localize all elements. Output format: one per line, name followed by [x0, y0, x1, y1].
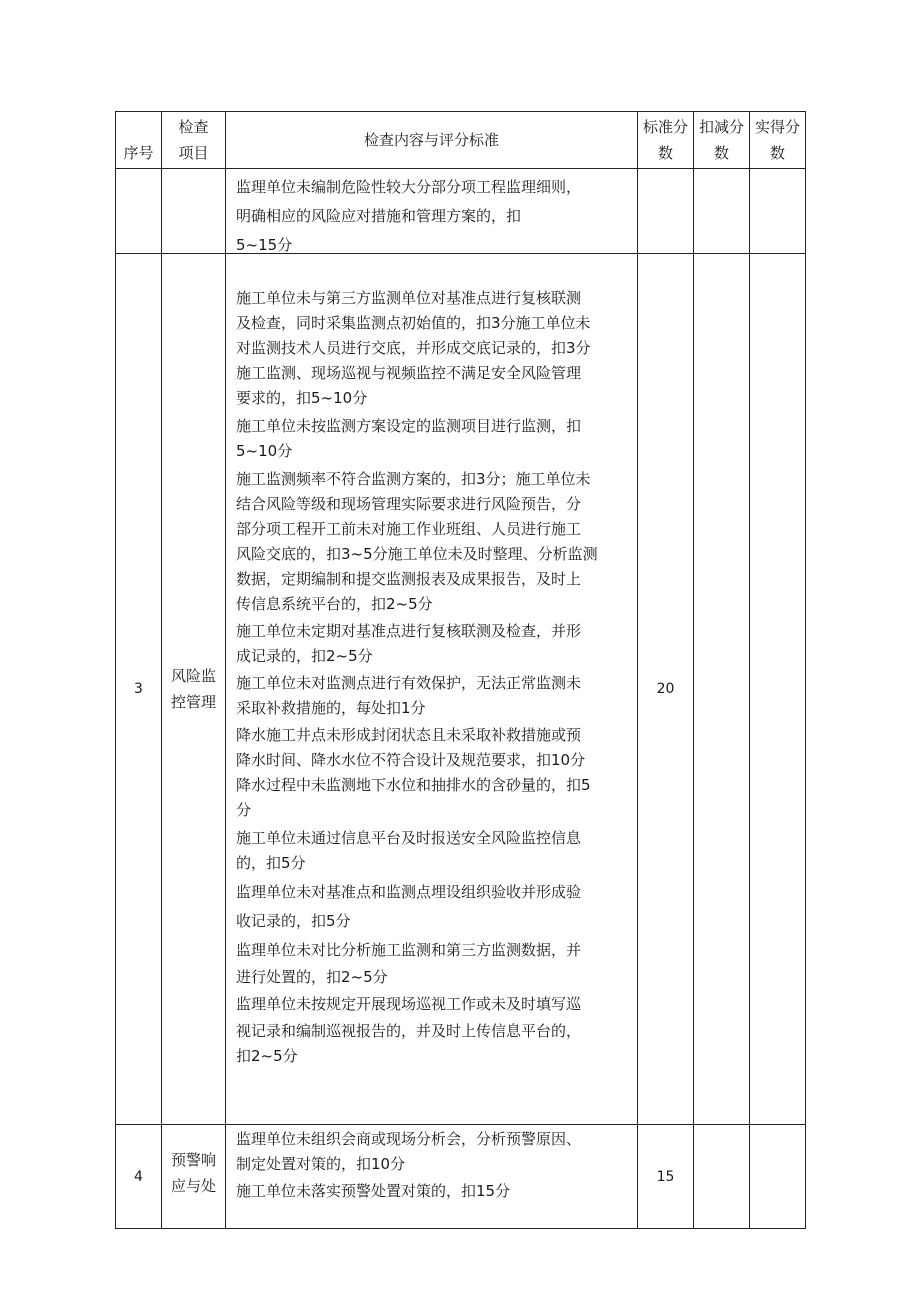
row-item	[162, 1125, 226, 1229]
content-line: 降水时间、降水水位不符合设计及规范要求，扣10分	[236, 751, 586, 769]
content-line: 5~15分	[236, 236, 293, 253]
content-line: 施工单位未落实预警处置对策的，扣15分	[236, 1182, 511, 1200]
content-line: 视记录和编制巡视报告的，并及时上传信息平台的，	[236, 1022, 582, 1040]
row-seq: 3	[116, 254, 162, 1125]
content-line: 及检查，同时采集监测点初始值的，扣3分施工单位未	[236, 314, 591, 332]
row-standard-score	[638, 169, 694, 254]
table-row	[116, 254, 806, 1125]
content-line: 监理单位未对基准点和监测点埋设组织验收并形成验	[236, 883, 582, 901]
content-line: 风险交底的，扣3~5分施工单位未及时整理、分析监测	[236, 545, 598, 563]
row-actual-score	[750, 169, 806, 254]
header-deduct-line1: 扣减分	[698, 118, 744, 136]
header-actual-score	[750, 112, 806, 169]
content-line: 降水过程中未监测地下水位和抽排水的含砂量的，扣5	[236, 776, 591, 794]
content-line: 扣2~5分	[236, 1047, 298, 1065]
header-seq: 序号	[116, 112, 162, 169]
content-line: 部分项工程开工前未对施工作业班组、人员进行施工	[236, 520, 582, 538]
header-actual-line2: 数	[769, 144, 785, 162]
content-line: 采取补救措施的，每处扣1分	[236, 699, 426, 717]
header-item-line1: 检查	[178, 118, 209, 136]
row-standard-score: 15	[638, 1125, 694, 1229]
row-item	[162, 169, 226, 254]
row-seq: 4	[116, 1125, 162, 1229]
row-deduct-score	[694, 1125, 750, 1229]
inspection-score-table	[115, 111, 806, 1229]
row-item-line2: 控管理	[170, 693, 216, 711]
row-deduct-score	[694, 169, 750, 254]
header-actual-line1: 实得分	[754, 118, 800, 136]
row-standard-score: 20	[638, 254, 694, 1125]
header-item	[162, 112, 226, 169]
table-header-row	[116, 112, 806, 169]
content-line: 施工监测频率不符合监测方案的，扣3分；施工单位未	[236, 470, 591, 488]
content-line: 监理单位未对比分析施工监测和第三方监测数据，并	[236, 941, 582, 959]
content-line: 结合风险等级和现场管理实际要求进行风险预告，分	[236, 495, 582, 513]
header-deduct-score	[694, 112, 750, 169]
row-deduct-score	[694, 254, 750, 1125]
row-content	[226, 1125, 638, 1229]
content-line: 进行处置的，扣2~5分	[236, 968, 388, 986]
header-item-line2: 项目	[178, 144, 209, 162]
row-actual-score	[750, 254, 806, 1125]
header-standard-score	[638, 112, 694, 169]
table-row	[116, 1125, 806, 1229]
content-line: 施工监测、现场巡视与视频监控不满足安全风险管理	[236, 364, 582, 382]
row-content	[226, 254, 638, 1125]
header-std-line2: 数	[657, 144, 673, 162]
table-row	[116, 169, 806, 254]
content-line: 对监测技术人员进行交底，并形成交底记录的，扣3分	[236, 339, 591, 357]
content-line: 施工单位未按监测方案设定的监测项目进行监测，扣	[236, 417, 582, 435]
row-item	[162, 254, 226, 1125]
content-line: 收记录的，扣5分	[236, 912, 351, 930]
content-line: 的，扣5分	[236, 854, 306, 872]
row-item-line2: 应与处	[170, 1177, 216, 1195]
header-content: 检查内容与评分标准	[226, 112, 638, 169]
content-line: 传信息系统平台的，扣2~5分	[236, 595, 433, 613]
content-line: 5~10分	[236, 442, 293, 460]
content-line: 数据，定期编制和提交监测报表及成果报告，及时上	[236, 570, 582, 588]
row-item-line1: 预警响	[170, 1151, 216, 1169]
content-line: 监理单位未按规定开展现场巡视工作或未及时填写巡	[236, 995, 582, 1013]
content-line: 分	[236, 801, 252, 819]
content-line: 明确相应的风险应对措施和管理方案的，扣	[236, 207, 522, 225]
content-line: 施工单位未通过信息平台及时报送安全风险监控信息	[236, 829, 582, 847]
content-line: 施工单位未与第三方监测单位对基准点进行复核联测	[236, 289, 582, 307]
row-content	[226, 169, 638, 254]
row-actual-score	[750, 1125, 806, 1229]
header-deduct-line2: 数	[713, 144, 729, 162]
content-line: 施工单位未对监测点进行有效保护，无法正常监测未	[236, 674, 582, 692]
row-seq	[116, 169, 162, 254]
row-item-line1: 风险监	[170, 667, 216, 685]
content-line: 制定处置对策的，扣10分	[236, 1155, 406, 1173]
content-line: 降水施工井点未形成封闭状态且未采取补救措施或预	[236, 726, 582, 744]
content-line: 监理单位未组织会商或现场分析会，分析预警原因、	[236, 1130, 582, 1148]
content-line: 施工单位未定期对基准点进行复核联测及检查，并形	[236, 622, 582, 640]
content-line: 要求的，扣5~10分	[236, 389, 368, 407]
content-line: 成记录的，扣2~5分	[236, 647, 373, 665]
header-std-line1: 标准分	[642, 118, 688, 136]
content-line: 监理单位未编制危险性较大分部分项工程监理细则，	[236, 178, 582, 196]
